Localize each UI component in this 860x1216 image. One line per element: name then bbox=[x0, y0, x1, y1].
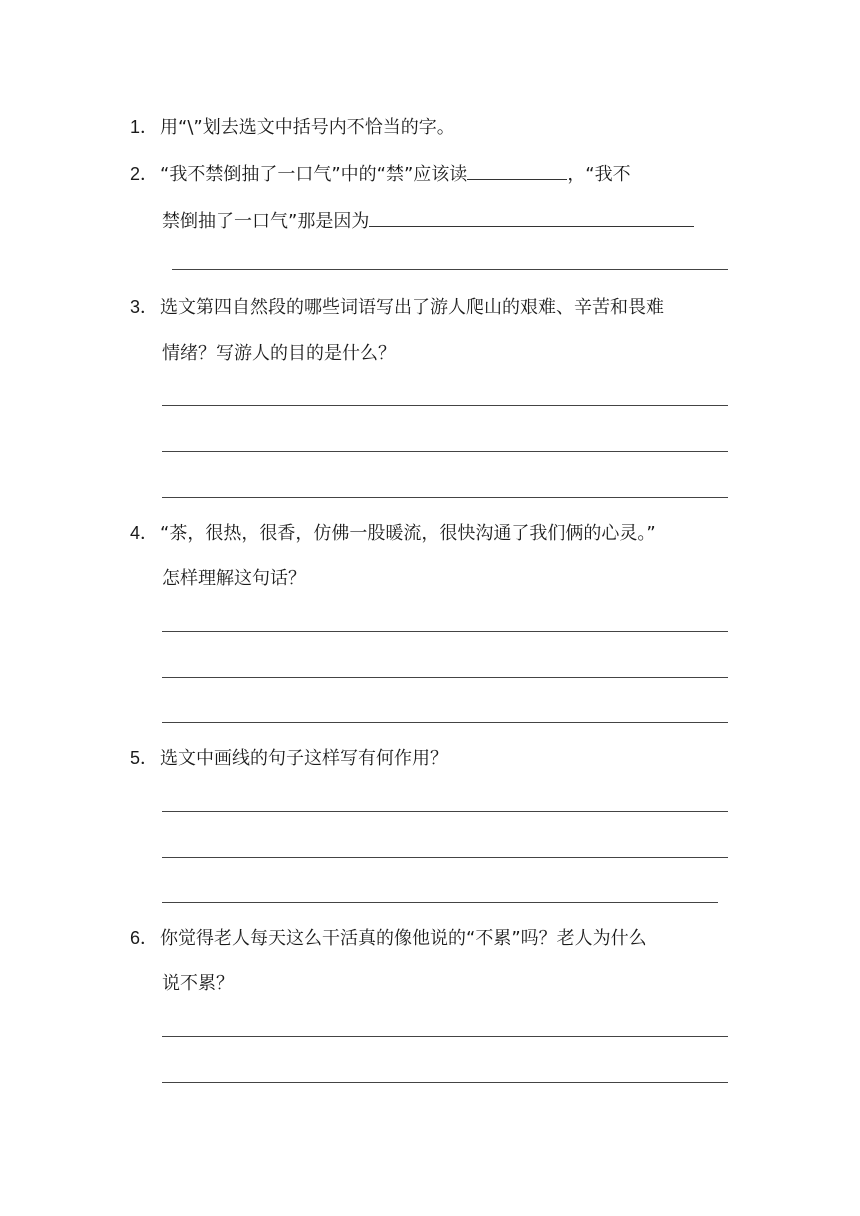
question-text: 怎样理解这句话？ bbox=[162, 568, 306, 589]
answer-line[interactable] bbox=[162, 1036, 728, 1037]
answer-line[interactable] bbox=[162, 857, 728, 858]
question-text: “茶，很热，很香，仿佛一股暖流，很快沟通了我们俩的心灵。” bbox=[160, 523, 656, 544]
question-number: 1． bbox=[130, 117, 159, 137]
question-number: 2． bbox=[130, 164, 159, 184]
question-3-continued bbox=[162, 339, 396, 369]
question-text: 选文第四自然段的哪些词语写出了游人爬山的艰难、辛苦和畏难 bbox=[160, 297, 664, 318]
question-number: 3． bbox=[130, 297, 159, 317]
answer-blank[interactable] bbox=[467, 157, 567, 180]
question-number: 4． bbox=[130, 523, 159, 543]
answer-line[interactable] bbox=[162, 811, 728, 812]
question-text: “我不禁倒抽了一口气”中的“禁”应该读 bbox=[160, 164, 468, 185]
question-2-continued bbox=[162, 204, 694, 234]
answer-line[interactable] bbox=[162, 722, 728, 723]
question-1 bbox=[130, 112, 730, 142]
question-5 bbox=[130, 743, 730, 773]
question-text: 用“\”划去选文中括号内不恰当的字。 bbox=[160, 117, 455, 138]
answer-line[interactable] bbox=[162, 902, 718, 903]
question-2 bbox=[130, 157, 730, 187]
answer-line[interactable] bbox=[162, 497, 728, 498]
answer-line[interactable] bbox=[162, 451, 728, 452]
question-3 bbox=[130, 292, 730, 322]
answer-line[interactable] bbox=[172, 269, 728, 270]
question-text: 你觉得老人每天这么干活真的像他说的“不累”吗？老人为什么 bbox=[160, 928, 647, 949]
question-4 bbox=[130, 518, 730, 548]
question-text: 禁倒抽了一口气”那是因为 bbox=[162, 211, 370, 232]
answer-line[interactable] bbox=[162, 1082, 728, 1083]
question-text: 说不累？ bbox=[162, 973, 234, 994]
answer-line[interactable] bbox=[162, 405, 728, 406]
answer-line[interactable] bbox=[162, 677, 728, 678]
question-text: 情绪？写游人的目的是什么？ bbox=[162, 343, 396, 364]
answer-blank[interactable] bbox=[369, 204, 694, 227]
question-number: 5． bbox=[130, 748, 159, 768]
answer-line[interactable] bbox=[162, 631, 728, 632]
question-6 bbox=[130, 923, 730, 953]
question-6-continued bbox=[162, 969, 234, 999]
question-number: 6． bbox=[130, 928, 159, 948]
question-4-continued bbox=[162, 564, 306, 594]
question-text: 选文中画线的句子这样写有何作用？ bbox=[160, 748, 448, 769]
question-text: ，“我不 bbox=[567, 164, 631, 185]
